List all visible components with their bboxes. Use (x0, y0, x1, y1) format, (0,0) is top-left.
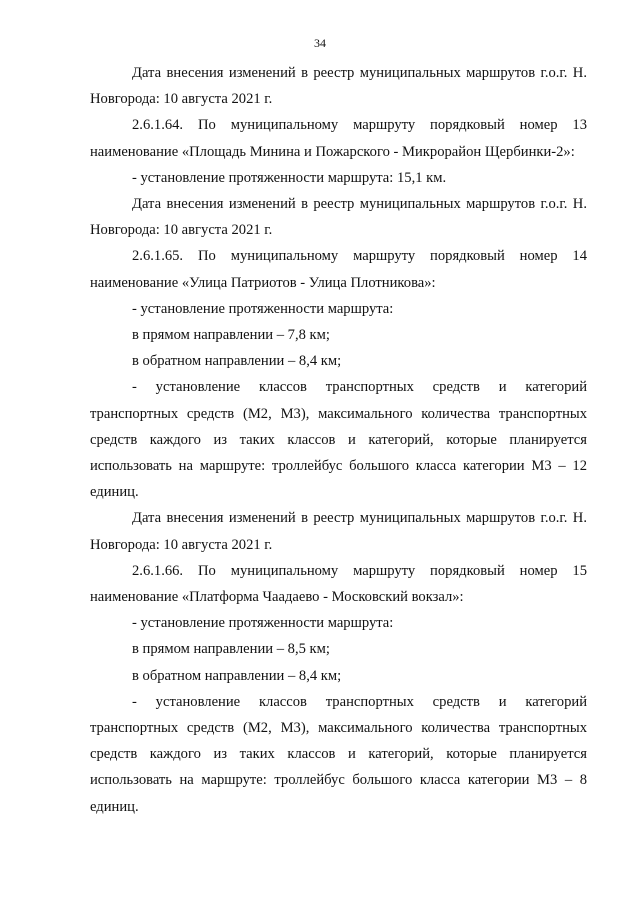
paragraph: - установление протяженности маршрута: 15,1 км. (132, 169, 447, 186)
paragraph: - установление протяженности маршрута: (132, 615, 394, 632)
paragraph: 2.6.1.64. По муниципальному маршруту порядковый номер 13 наименование «Площадь Минина и Пожарского - Микрорайон Щербинки-2»: (90, 117, 587, 160)
paragraph: в прямом направлении – 8,5 км; (132, 641, 330, 658)
paragraph: - установление классов транспортных средств и категорий транспортных средств (М2, М3), максимального количества транспортных средств каждого из таких классов и категорий, которые планируется использовать на маршруте: троллейбус большого класса категории М3 – 12 единиц. (90, 379, 587, 501)
paragraph: - установление классов транспортных средств и категорий транспортных средств (М2, М3), максимального количества транспортных средств каждого из таких классов и категорий, которые планируется использовать на маршруте: троллейбус большого класса категории М3 – 8 единиц. (90, 693, 587, 815)
paragraph: - установление протяженности маршрута: (132, 300, 394, 317)
page-number: 34 (314, 36, 326, 50)
paragraph: в обратном направлении – 8,4 км; (132, 667, 342, 684)
paragraph: 2.6.1.65. По муниципальному маршруту порядковый номер 14 наименование «Улица Патриотов - Улица Плотникова»: (90, 248, 587, 291)
document-body (90, 60, 587, 820)
paragraph: в прямом направлении – 7,8 км; (132, 327, 330, 344)
paragraph: Дата внесения изменений в реестр муниципальных маршрутов г.о.г. Н. Новгорода: 10 августа 2021 г. (90, 196, 587, 239)
paragraph: Дата внесения изменений в реестр муниципальных маршрутов г.о.г. Н. Новгорода: 10 августа 2021 г. (90, 65, 587, 108)
paragraph: Дата внесения изменений в реестр муниципальных маршрутов г.о.г. Н. Новгорода: 10 августа 2021 г. (90, 510, 587, 553)
paragraph: в обратном направлении – 8,4 км; (132, 353, 342, 370)
paragraph: 2.6.1.66. По муниципальному маршруту порядковый номер 15 наименование «Платформа Чаадаево - Московский вокзал»: (90, 562, 587, 606)
